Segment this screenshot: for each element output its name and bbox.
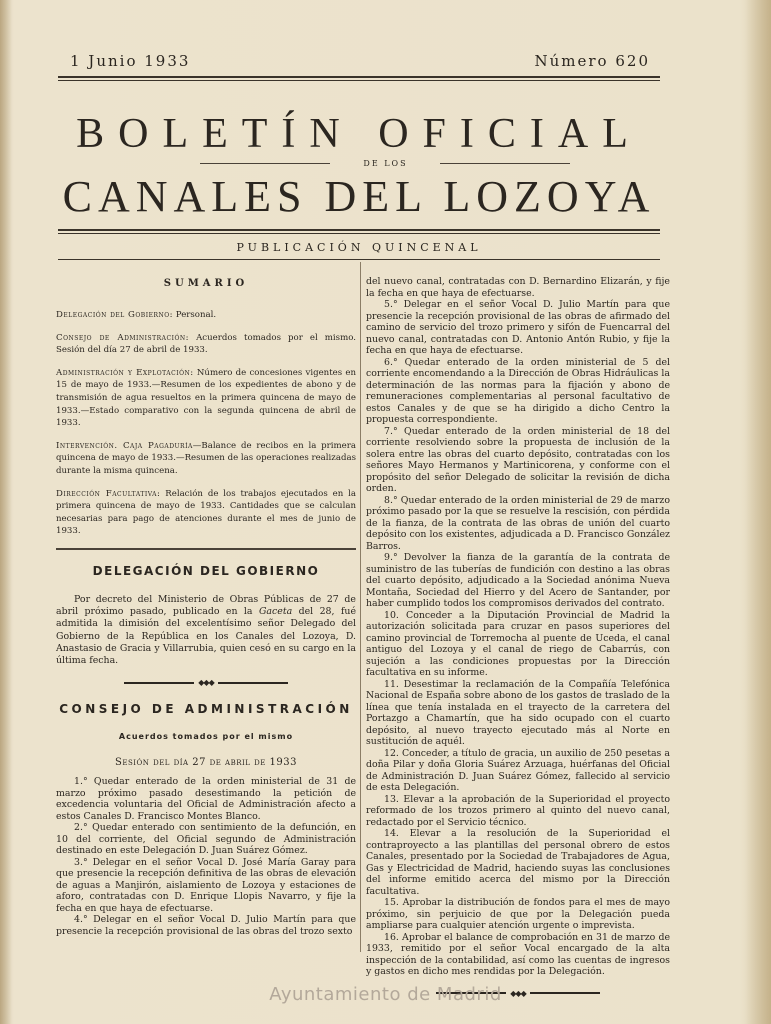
consejo-heading: CONSEJO DE ADMINISTRACIÓN xyxy=(59,702,353,717)
sumario-list xyxy=(56,309,356,538)
acuerdo-paragraph: 12. Conceder, a título de gracia, un auxilio de 250 pesetas a doña Pilar y doña Gloria Suárez Arzuaga, huérfanas del Oficial de Administración D. Juan Suárez Gómez, fallecido al servicio de esta Delegación. xyxy=(366,747,670,793)
issue-header xyxy=(70,52,650,72)
masthead-rule-bottom-thin xyxy=(58,233,660,234)
sumario-item xyxy=(56,332,356,357)
acuerdo-paragraph: 1.° Quedar enterado de la orden ministerial de 31 de marzo próximo pasado desestimando la petición de excedencia voluntaria del Oficial de Administración afecto a estos Canales D. Francisco Montes Blanco. xyxy=(56,776,356,822)
page-left-shadow xyxy=(0,0,12,1024)
sumario-item-lead: Administración y Explotación: xyxy=(56,367,194,378)
section-ornament: ◆◆◆ xyxy=(56,677,356,688)
header-rule-top xyxy=(58,76,660,78)
sumario-item xyxy=(56,440,356,478)
page-right-shadow xyxy=(745,0,771,1024)
sumario-item-lead: Consejo de Administración: xyxy=(56,332,190,343)
acuerdo-paragraph: 8.° Quedar enterado de la orden ministerial de 29 de marzo próximo pasado por la que se resuelve la rescisión, con pérdida de la fianza, de la contrata de las obras de unión del cuarto depósito con los existentes, adjudicada a D. Francisco González Barros. xyxy=(366,494,670,552)
issue-number: Número 620 xyxy=(534,52,650,70)
issue-date: 1 Junio 1933 xyxy=(70,52,191,70)
masthead-title-line2: CANALES DEL LOZOYA xyxy=(62,172,656,221)
sumario-item-text: Relación de los trabajos ejecutados en la primera quincena de mayo de 1933. Cantidades que se calculan necesarias para pago de atenciones durante el mes de junio de 1933. xyxy=(56,488,356,537)
acuerdo-paragraph: del nuevo canal, contratadas con D. Bernardino Elizarán, y fije la fecha en que haya de efectuarse. xyxy=(366,276,670,299)
acuerdo-paragraph: 15. Aprobar la distribución de fondos para el mes de mayo próximo, sin perjuicio de que por la Delegación pueda ampliarse para cualquier atención urgente o imprevista. xyxy=(366,897,670,931)
end-ornament: ◆◆◆ xyxy=(366,988,670,999)
sumario-item xyxy=(56,367,356,430)
acuerdo-paragraph: 11. Desestimar la reclamación de la Compañía Telefónica Nacional de España sobre abono de los gastos de traslado de la línea que tenía instalada en el trayecto de la carretera del Portazgo a Chamartín, que ha sido ocupado con el cuarto depósito, al nuevo trayecto ejecutado más al Norte en sustitución de aquél. xyxy=(366,678,670,747)
acuerdo-paragraph: 4.° Delegar en el señor Vocal D. Julio Martín para que presencie la recepción provisional de las obras del trozo sexto xyxy=(56,914,356,937)
sumario-heading: SUMARIO xyxy=(163,278,249,289)
acuerdo-paragraph: 16. Aprobar el balance de comprobación en 31 de marzo de 1933, remitido por el señor Vocal encargado de la alta inspección de la contabilidad, así como las cuentas de ingresos y gastos en dicho mes rendidas por la Delegación. xyxy=(366,931,670,977)
delegacion-text-b: del 28, fué admitida la dimisión del excelentísimo señor Delegado del Gobierno de la República en los Canales del Lozoya, D. Anastasio de Gracia y Villarrubia, quien cesó en su cargo en la última fecha. xyxy=(56,606,356,666)
acuerdo-paragraph: 7.° Quedar enterado de la orden ministerial de 18 del corriente resolviendo sobre la propuesta de inclusión de la solera entre las obras del cuarto depósito, contratadas con los señores Mayo Hermanos y Martinicorena, y conforme con el propósito del señor Delegado de solicitar la revisión de dicha orden. xyxy=(366,425,670,494)
sumario-item-text: Acuerdos tomados por el mismo. Sesión del día 27 de abril de 1933. xyxy=(56,332,356,356)
masthead-connector: DE LOS xyxy=(363,159,408,168)
sumario-item xyxy=(56,488,356,538)
consejo-left-paragraphs xyxy=(56,776,356,937)
sumario-item xyxy=(56,309,356,322)
acuerdo-paragraph: 6.° Quedar enterado de la orden ministerial de 5 del corriente encomendando a la Dirección de Obras Hidráulicas la determinación de las normas para la fijación y abono de remuneraciones complementarias al personal facultativo de estos Canales y de que se ha dirigido a dicho Centro la propuesta correspondiente. xyxy=(366,356,670,425)
masthead-rule-bottom xyxy=(58,229,660,231)
subtitle-rule xyxy=(58,259,660,260)
acuerdo-paragraph: 5.° Delegar en el señor Vocal D. Julio Martín para que presencie la recepción provisional de las obras de afirmado del camino de servicio del trozo primero y sifón de Fuencarral del nuevo canal, contratadas con D. Antonio Antón Rubio, y fije la fecha en que haya de efectuarse. xyxy=(366,299,670,356)
consejo-subheading: Acuerdos tomados por el mismo xyxy=(118,732,294,742)
archive-watermark: Ayuntamiento de Madrid xyxy=(269,984,502,1005)
column-divider xyxy=(360,262,361,952)
sumario-item-lead: Dirección Facultativa: xyxy=(56,488,161,499)
section-divider xyxy=(56,548,356,550)
right-column xyxy=(366,276,670,1009)
masthead-connector-rule-right xyxy=(440,163,570,164)
acuerdo-paragraph: 13. Elevar a la aprobación de la Superioridad el proyecto reformado de los trozos primero al quinto del nuevo canal, redactado por el Servicio técnico. xyxy=(366,793,670,828)
gaceta-ref: Gaceta xyxy=(258,606,293,618)
acuerdo-paragraph: 9.° Devolver la fianza de la garantía de la contrata de suministro de las tuberías de fundición con destino a las obras del cuarto depósito, adjudicado a la Sociedad anónima Nueva Montaña, Sociedad del Hierro y del Acero de Santander, por haber cumplido todos los compromisos derivados del contrato. xyxy=(366,552,670,609)
delegacion-text-a: Por decreto del Ministerio de Obras Públicas de 27 de abril próximo pasado, publicado en la xyxy=(56,593,356,618)
sumario-item-text: Personal. xyxy=(173,310,217,320)
delegacion-heading: DELEGACIÓN DEL GOBIERNO xyxy=(92,563,320,578)
delegacion-paragraph xyxy=(56,594,356,667)
sumario-item-lead: Delegación del Gobierno: xyxy=(56,310,174,320)
acuerdo-paragraph: 10. Conceder a la Diputación Provincial de Madrid la autorización solicitada para cruzar en pasos superiores del camino provincial de Torremocha al puente de Uceda, el canal antiguo del Lozoya y el canal de riego de Cabarrús, con sujeción a las condiciones propuestas por la Dirección facultativa en su informe. xyxy=(366,609,670,678)
publication-frequency: PUBLICACIÓN QUINCENAL xyxy=(236,241,482,254)
session-date: Sesión del día 27 de abril de 1933 xyxy=(115,757,297,769)
sumario-item-lead: Intervención. Caja Pagaduría xyxy=(56,440,193,451)
sumario-item-text: Número de concesiones vigentes en 15 de mayo de 1933.—Resumen de los expedientes de abono y de transmisión de agua resueltos en la primera quincena de mayo de 1933.—Estado comparativo con la segunda quincena de abril de 1933. xyxy=(56,367,356,429)
masthead-title-line1: BOLETÍN OFICIAL xyxy=(76,111,642,157)
header-rule-top-thin xyxy=(58,80,660,81)
acuerdo-paragraph: 14. Elevar a la resolución de la Superioridad el contraproyecto a las plantillas del personal obrero de estos Canales, presentado por la Sociedad de Trabajadores de Agua, Gas y Electricidad de Madrid, haciendo suyas las conclusiones del informe emitido acerca del mismo por la Dirección facultativa. xyxy=(366,828,670,897)
left-column xyxy=(56,270,356,937)
acuerdo-paragraph: 3.° Delegar en el señor Vocal D. José María Garay para que presencie la recepción definitiva de las obras de elevación de aguas a Manjirón, aislamiento de Lozoya y estaciones de aforo, contratadas con D. Enrique Llopis Navarro, y fije la fecha en que haya de efectuarse. xyxy=(56,856,356,914)
sumario-item-text: —Balance de recibos en la primera quincena de mayo de 1933.—Resumen de las operaciones realizadas durante la misma quincena. xyxy=(56,440,356,476)
acuerdo-paragraph: 2.° Quedar enterado con sentimiento de la defunción, en 10 del corriente, del Oficial segundo de Administración destinado en este Delegación D. Juan Suárez Gómez. xyxy=(56,822,356,857)
